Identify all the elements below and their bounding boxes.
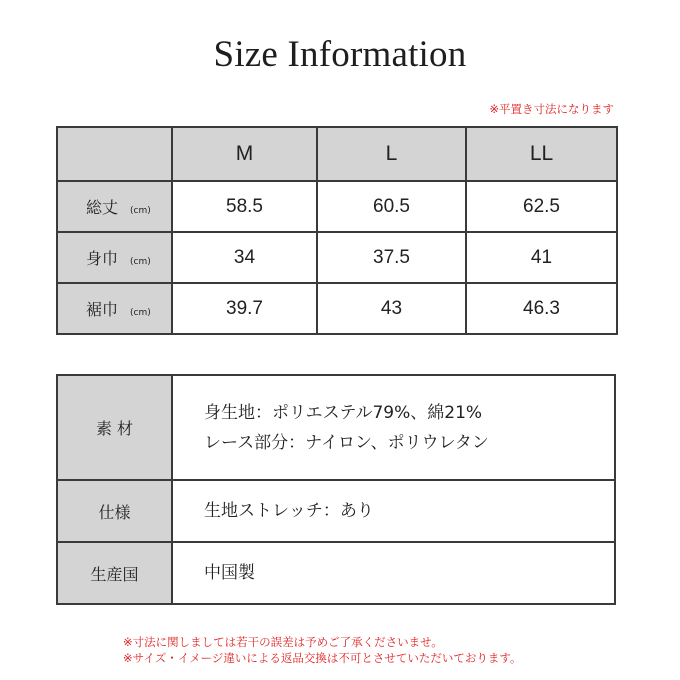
row-label-hem-width <box>57 283 172 334</box>
spec-table <box>56 374 616 605</box>
row-unit: (cm) <box>130 308 151 318</box>
material-label: 素 材 <box>57 375 172 480</box>
value-cell: 58.5 <box>172 181 317 232</box>
disclaimer-note: ※サイズ・イメージ違いによる返品交換は不可とさせていただいております。 <box>123 651 522 665</box>
origin-row <box>57 542 615 604</box>
origin-label: 生産国 <box>57 542 172 604</box>
corner-cell <box>57 127 172 181</box>
spec-label: 仕様 <box>57 480 172 542</box>
material-line-lace: レース部分：ナイロン、ポリウレタン <box>204 432 489 453</box>
value-cell: 37.5 <box>317 232 466 283</box>
value-cell: 62.5 <box>466 181 617 232</box>
origin-value: 中国製 <box>172 542 615 604</box>
size-column-ll: LL <box>466 127 617 181</box>
value-cell: 60.5 <box>317 181 466 232</box>
row-label-body-width <box>57 232 172 283</box>
spec-value: 生地ストレッチ：あり <box>172 480 615 542</box>
value-cell: 46.3 <box>466 283 617 334</box>
size-column-m: M <box>172 127 317 181</box>
flat-measurement-note: ※平置き寸法になります <box>489 102 614 116</box>
row-unit: (cm) <box>130 257 151 267</box>
size-column-l: L <box>317 127 466 181</box>
spec-row <box>57 480 615 542</box>
size-table <box>56 126 618 335</box>
material-row <box>57 375 615 480</box>
value-cell: 34 <box>172 232 317 283</box>
material-value <box>172 375 615 480</box>
size-header-row <box>57 127 617 181</box>
table-row <box>57 283 617 334</box>
table-row <box>57 232 617 283</box>
row-label-text: 身巾 <box>86 249 119 268</box>
value-cell: 39.7 <box>172 283 317 334</box>
page-title: Size Information <box>213 34 467 75</box>
table-row <box>57 181 617 232</box>
row-label-total-length <box>57 181 172 232</box>
material-line-body: 身生地：ポリエステル79%、綿21% <box>204 402 483 423</box>
disclaimer-note: ※寸法に関しましては若干の誤差は予めご了承くださいませ。 <box>123 635 443 649</box>
row-unit: (cm) <box>130 206 151 216</box>
row-label-text: 総丈 <box>86 198 119 217</box>
value-cell: 41 <box>466 232 617 283</box>
row-label-text: 裾巾 <box>86 300 119 319</box>
disclaimer-notes <box>123 634 521 666</box>
value-cell: 43 <box>317 283 466 334</box>
